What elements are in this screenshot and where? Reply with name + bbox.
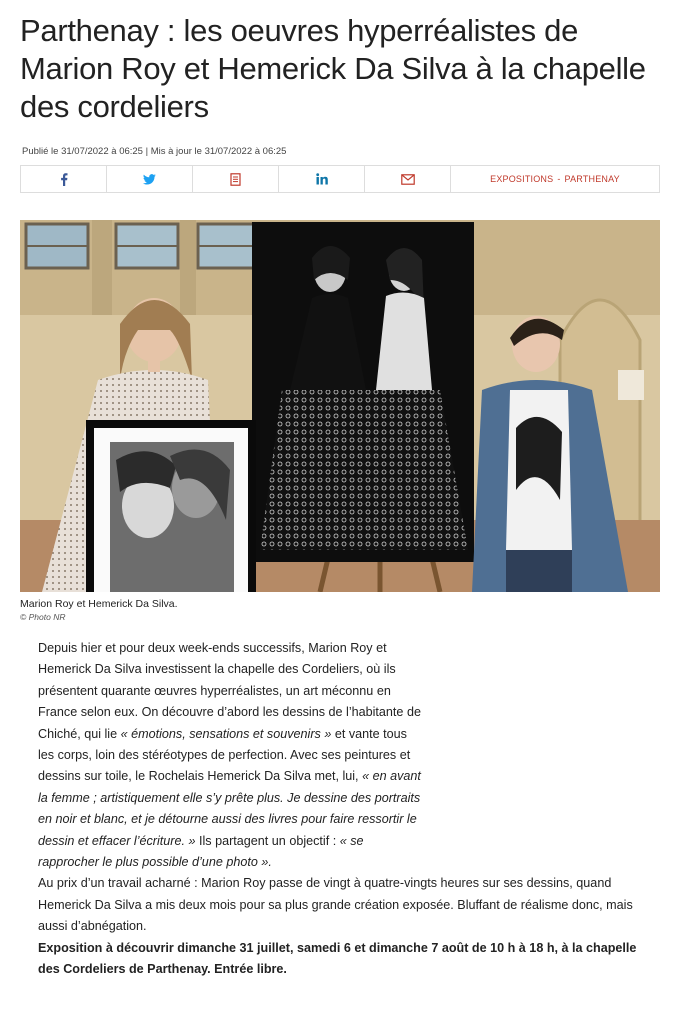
article-meta [22, 146, 286, 157]
paragraph-3: Exposition à découvrir dimanche 31 juillet, samedi 6 et dimanche 7 août de 10 h à 18 h, à la chapelle des Cordeliers de Parthenay. Entrée libre. [38, 940, 637, 977]
article-tags [451, 166, 659, 192]
article-body [38, 638, 658, 981]
paragraph-2: Au prix d’un travail acharné : Marion Roy passe de vingt à quatre-vingts heures sur ses dessins, quand Hemerick Da Silva a mis deux mois pour sa plus grande création exposée. Bluffant de réalisme donc, mais aussi d’abnégation. [38, 876, 633, 934]
quote-photo: « se rapprocher le plus possible d’une photo ». [38, 833, 364, 870]
quote-emotions: « émotions, sensations et souvenirs » [120, 726, 332, 741]
quote-femme: « en avant la femme ; artistiquement elle s’y prête plus. Je dessine des portraits en noir et blanc, et je détourne aussi des livres pour faire ressortir le dessin et effacer l’écriture. » [38, 769, 421, 848]
print-button[interactable] [193, 166, 279, 192]
paragraph-1-text-a: Depuis hier et pour deux week-ends successifs, Marion Roy et Hemerick Da Silva investissent la chapelle des Cordeliers, où ils présentent quarante œuvres hyperréalistes, un art méconnu en France selon eux. On découvre d’abord les dessins de l’habitante de Chiché, qui lie [38, 641, 421, 741]
share-linkedin-button[interactable] [279, 166, 365, 192]
share-mail-button[interactable] [365, 166, 451, 192]
updated-date: Mis à jour le 31/07/2022 à 06:25 [150, 146, 287, 157]
share-twitter-button[interactable] [107, 166, 193, 192]
tag-parthenay-link[interactable]: PARTHENAY [564, 174, 620, 184]
print-icon [230, 173, 241, 186]
exhibition-photo-illustration [20, 220, 660, 592]
meta-separator: | [142, 146, 151, 157]
share-bar [20, 165, 660, 193]
linkedin-icon [316, 173, 328, 185]
twitter-icon [143, 174, 156, 185]
article-title: Parthenay : les oeuvres hyperréalistes de Marion Roy et Hemerick Da Silva à la chapelle des cordeliers [20, 13, 646, 124]
article-photo [20, 220, 660, 592]
published-date: Publié le 31/07/2022 à 06:25 [22, 146, 143, 157]
paragraph-1-text-b: et vante tous les corps, loin des stéréotypes de perfection. Avec ses peintures et dessins sur toile, le Rochelais Hemerick Da Silva met, lui, [38, 726, 411, 784]
share-facebook-button[interactable] [21, 166, 107, 192]
paragraph-1 [38, 638, 423, 873]
photo-caption: Marion Roy et Hemerick Da Silva. [20, 598, 178, 610]
tag-expositions-link[interactable]: EXPOSITIONS [490, 174, 554, 184]
facebook-icon [60, 173, 68, 186]
photo-credit: © Photo NR [20, 612, 66, 622]
tag-separator: - [557, 174, 561, 184]
mail-icon [401, 174, 415, 185]
paragraph-1-text-c: Ils partagent un objectif : [195, 833, 340, 848]
